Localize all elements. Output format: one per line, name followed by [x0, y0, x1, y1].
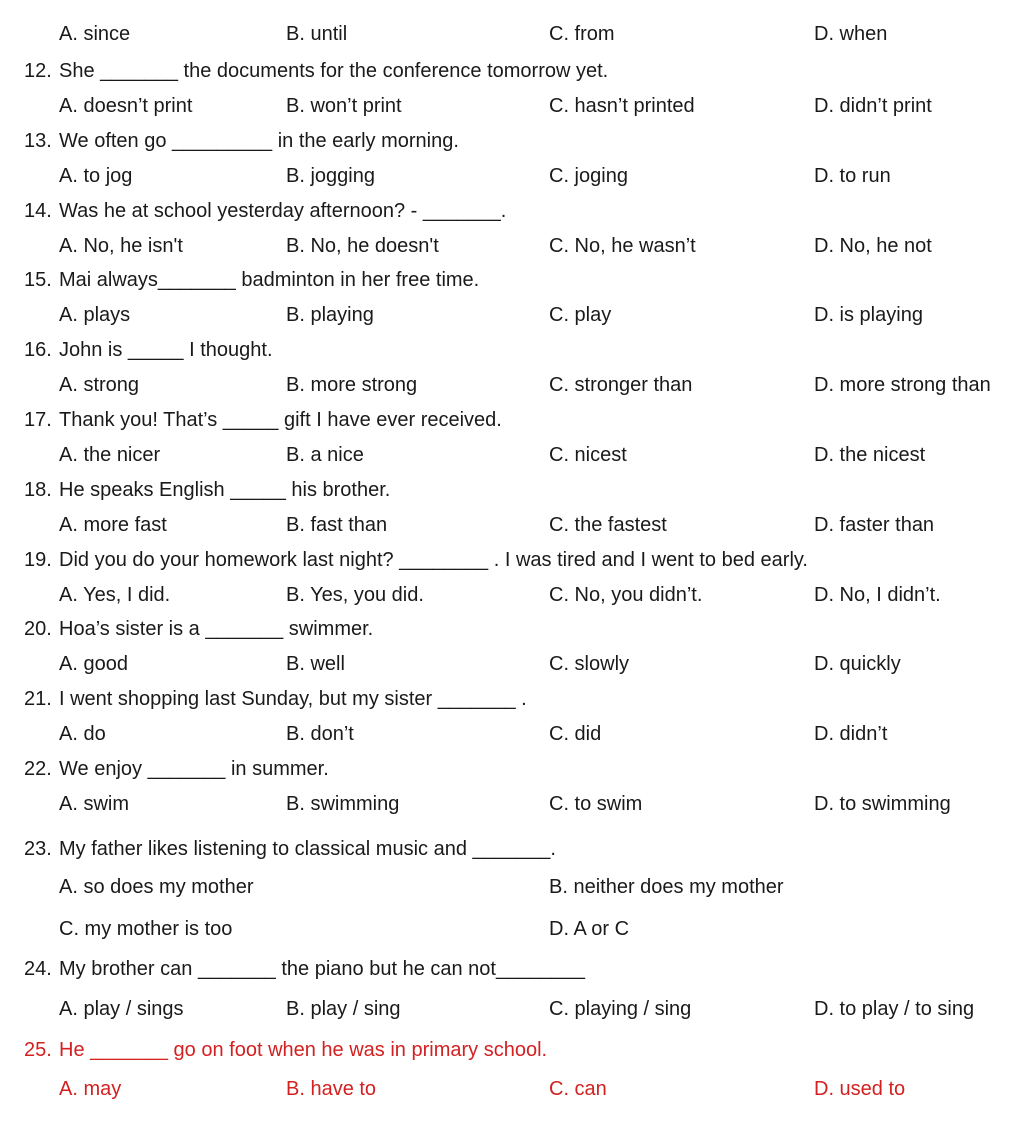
option-a: A. since — [59, 23, 131, 45]
options-row-16 — [0, 372, 1024, 398]
question-number: 16. — [24, 339, 52, 361]
option-d: D. to swimming — [814, 793, 951, 815]
question-15 — [0, 267, 1024, 293]
option-c: C. to swim — [549, 793, 643, 815]
option-d: D. the nicest — [814, 444, 926, 466]
question-12 — [0, 58, 1024, 84]
option-c: C. play — [549, 304, 612, 326]
option-a: A. Yes, I did. — [59, 584, 171, 606]
option-d: D. A or C — [549, 918, 630, 940]
option-b: B. until — [286, 23, 348, 45]
options-row-20 — [0, 651, 1024, 677]
option-d: D. didn’t print — [814, 95, 932, 117]
option-a: A. more fast — [59, 514, 167, 536]
option-c: C. stronger than — [549, 374, 693, 396]
option-b: B. No, he doesn't — [286, 235, 439, 257]
options-row-11 — [0, 21, 1024, 47]
option-b: B. Yes, you did. — [286, 584, 424, 606]
options-row-23a — [0, 874, 1024, 900]
option-c: C. joging — [549, 165, 628, 187]
question-number: 20. — [24, 618, 52, 640]
question-text: Thank you! That’s _____ gift I have ever received. — [59, 409, 502, 431]
option-a: A. so does my mother — [59, 876, 254, 898]
option-d: D. faster than — [814, 514, 935, 536]
option-a: A. strong — [59, 374, 140, 396]
option-c: C. slowly — [549, 653, 630, 675]
question-24 — [0, 956, 1024, 982]
option-d: D. No, he not — [814, 235, 932, 257]
question-21 — [0, 686, 1024, 712]
question-text: Mai always_______ badminton in her free time. — [59, 269, 480, 291]
option-a: A. the nicer — [59, 444, 161, 466]
options-row-19 — [0, 582, 1024, 608]
question-14 — [0, 198, 1024, 224]
options-row-24 — [0, 996, 1024, 1022]
question-19 — [0, 547, 1024, 573]
question-number: 17. — [24, 409, 52, 431]
option-b: B. playing — [286, 304, 374, 326]
question-text: I went shopping last Sunday, but my sister _______ . — [59, 688, 527, 710]
option-d: D. more strong than — [814, 374, 991, 396]
options-row-25 — [0, 1076, 1024, 1102]
option-c: C. hasn’t printed — [549, 95, 695, 117]
question-text: Was he at school yesterday afternoon? - _______. — [59, 200, 507, 222]
option-a: A. swim — [59, 793, 129, 815]
option-b: B. more strong — [286, 374, 418, 396]
question-number: 18. — [24, 479, 52, 501]
option-d: D. is playing — [814, 304, 923, 326]
option-a: A. good — [59, 653, 128, 675]
option-d: D. used to — [814, 1078, 906, 1100]
option-c: C. did — [549, 723, 602, 745]
question-18 — [0, 477, 1024, 503]
question-number: 14. — [24, 200, 52, 222]
option-b: B. well — [286, 653, 345, 675]
option-a: A. may — [59, 1078, 122, 1100]
question-text: We often go _________ in the early morning. — [59, 130, 459, 152]
options-row-17 — [0, 442, 1024, 468]
option-c: C. from — [549, 23, 615, 45]
question-number: 23. — [24, 838, 52, 860]
option-b: B. jogging — [286, 165, 375, 187]
option-b: B. fast than — [286, 514, 388, 536]
option-c: C. No, you didn’t. — [549, 584, 703, 606]
options-row-23b — [0, 916, 1024, 942]
question-25 — [0, 1037, 1024, 1063]
question-17 — [0, 407, 1024, 433]
option-d: D. to play / to sing — [814, 998, 975, 1020]
option-b: B. won’t print — [286, 95, 402, 117]
option-a: A. plays — [59, 304, 131, 326]
option-d: D. when — [814, 23, 888, 45]
option-c: C. playing / sing — [549, 998, 692, 1020]
option-d: D. No, I didn’t. — [814, 584, 941, 606]
question-number: 25. — [24, 1039, 52, 1061]
question-number: 19. — [24, 549, 52, 571]
option-b: B. swimming — [286, 793, 400, 815]
question-23 — [0, 836, 1024, 862]
option-a: A. do — [59, 723, 106, 745]
question-text: My brother can _______ the piano but he can not________ — [59, 958, 585, 980]
option-d: D. to run — [814, 165, 891, 187]
option-a: A. No, he isn't — [59, 235, 183, 257]
question-20 — [0, 616, 1024, 642]
options-row-12 — [0, 93, 1024, 119]
option-b: B. don’t — [286, 723, 354, 745]
options-row-14 — [0, 233, 1024, 259]
question-text: Did you do your homework last night? ________ . I was tired and I went to bed early. — [59, 549, 808, 571]
options-row-22 — [0, 791, 1024, 817]
question-22 — [0, 756, 1024, 782]
option-b: B. have to — [286, 1078, 377, 1100]
option-b: B. play / sing — [286, 998, 401, 1020]
option-d: D. quickly — [814, 653, 901, 675]
option-b: B. a nice — [286, 444, 364, 466]
question-number: 12. — [24, 60, 52, 82]
question-text: She _______ the documents for the conference tomorrow yet. — [59, 60, 609, 82]
option-c: C. the fastest — [549, 514, 667, 536]
question-text: We enjoy _______ in summer. — [59, 758, 329, 780]
question-16 — [0, 337, 1024, 363]
question-13 — [0, 128, 1024, 154]
option-d: D. didn’t — [814, 723, 888, 745]
options-row-13 — [0, 163, 1024, 189]
question-number: 21. — [24, 688, 52, 710]
question-number: 13. — [24, 130, 52, 152]
question-text: He speaks English _____ his brother. — [59, 479, 391, 501]
question-text: John is _____ I thought. — [59, 339, 273, 361]
option-a: A. play / sings — [59, 998, 184, 1020]
question-number: 24. — [24, 958, 52, 980]
option-a: A. doesn’t print — [59, 95, 193, 117]
question-text: My father likes listening to classical music and _______. — [59, 838, 556, 860]
option-c: C. No, he wasn’t — [549, 235, 696, 257]
options-row-21 — [0, 721, 1024, 747]
question-text: Hoa’s sister is a _______ swimmer. — [59, 618, 374, 640]
option-c: C. can — [549, 1078, 607, 1100]
option-b: B. neither does my mother — [549, 876, 784, 898]
option-a: A. to jog — [59, 165, 133, 187]
options-row-15 — [0, 302, 1024, 328]
question-number: 22. — [24, 758, 52, 780]
options-row-18 — [0, 512, 1024, 538]
option-c: C. my mother is too — [59, 918, 233, 940]
question-number: 15. — [24, 269, 52, 291]
option-c: C. nicest — [549, 444, 627, 466]
question-text: He _______ go on foot when he was in primary school. — [59, 1039, 548, 1061]
